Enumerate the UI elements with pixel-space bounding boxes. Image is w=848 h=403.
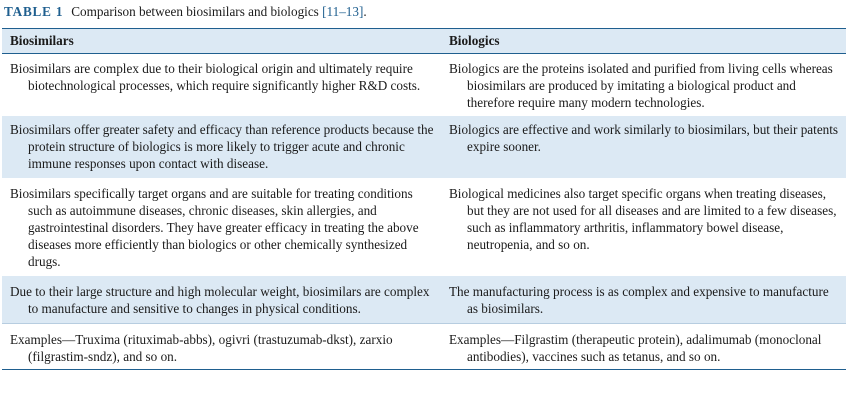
cell-biosimilars: [2, 178, 445, 276]
cell-text: Due to their large structure and high molecular weight, biosimilars are complex to manufacture and sensitive to changes in physical conditions.: [10, 284, 430, 316]
citation-link[interactable]: [11–13]: [322, 4, 364, 19]
header-biosimilars: Biosimilars: [10, 33, 74, 48]
table-row: [2, 54, 846, 116]
cell-text: Examples—Truxima (rituximab-abbs), ogivri (trastuzumab-dkst), zarxio (filgrastim-sndz), and so on.: [10, 332, 393, 364]
cell-biologics: [445, 54, 846, 116]
table-row: [2, 276, 846, 323]
cell-text: Biological medicines also target specific organs when treating diseases, but they are not used for all diseases and are limited to a few diseases, such as inflammatory arthritis, inflammatory bowel disease, neutropenia, and so on.: [449, 186, 837, 252]
cell-biosimilars: [2, 276, 445, 323]
cell-text: Biologics are the proteins isolated and purified from living cells whereas biosimilars are produced by imitating a biological product and therefore require many modern technologies.: [449, 61, 833, 110]
cell-text: Biosimilars are complex due to their biological origin and ultimately require biotechnological processes, which require significantly higher R&D costs.: [10, 61, 421, 93]
table-row: [2, 178, 846, 276]
table-row: [2, 116, 846, 178]
cell-biosimilars: [2, 116, 445, 178]
cell-biosimilars: [2, 54, 445, 116]
comparison-table: [2, 28, 846, 370]
table-caption: [4, 3, 367, 20]
table-row: [2, 323, 846, 369]
cell-biologics: [445, 178, 846, 276]
caption-text: Comparison between biosimilars and biologics: [71, 4, 323, 19]
cell-text: Biologics are effective and work similarly to biosimilars, but their patents expire sooner.: [449, 122, 839, 154]
table-label: TABLE 1: [4, 4, 64, 19]
cell-text: Biosimilars specifically target organs and are suitable for treating conditions such as autoimmune diseases, chronic diseases, skin allergies, and gastrointestinal disorders. They have greater efficacy in treating the above diseases more efficiently than biologics or other chemically synthesized drugs.: [10, 186, 419, 269]
cell-text: Examples—Filgrastim (therapeutic protein), adalimumab (monoclonal antibodies), vaccines such as tetanus, and so on.: [449, 332, 822, 364]
cell-text: The manufacturing process is as complex and expensive to manufacture as biosimilars.: [449, 284, 829, 316]
cell-biologics: [445, 324, 846, 369]
cell-text: Biosimilars offer greater safety and efficacy than reference products because the protein structure of biologics is more likely to trigger acute and chronic immune responses upon contact with disease.: [10, 122, 434, 171]
cell-biologics: [445, 276, 846, 323]
table-header-row: [2, 29, 846, 54]
cell-biologics: [445, 116, 846, 178]
caption-end: .: [363, 4, 367, 19]
header-biologics: Biologics: [449, 33, 500, 48]
cell-biosimilars: [2, 324, 445, 369]
